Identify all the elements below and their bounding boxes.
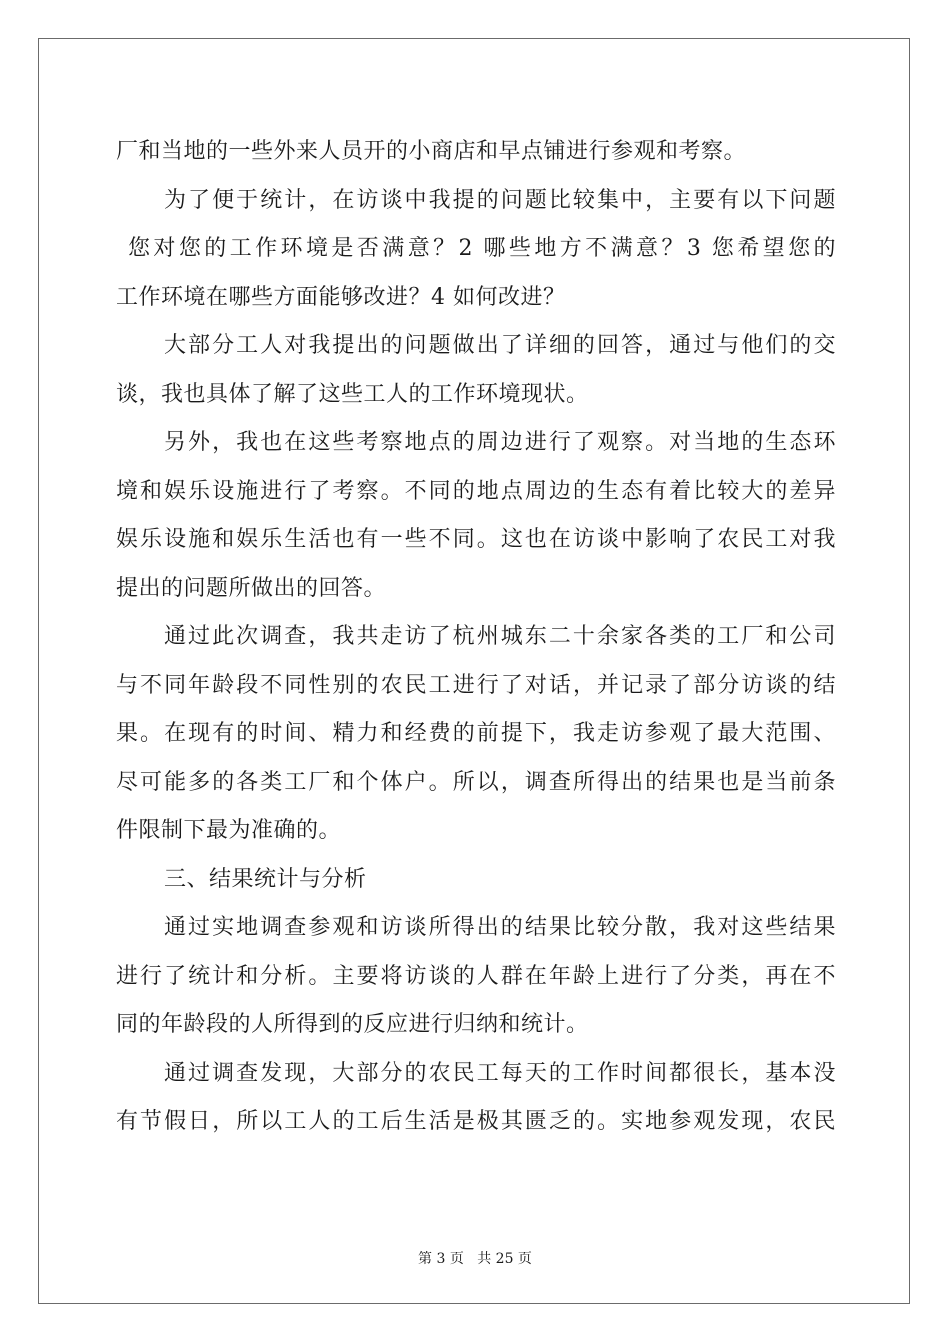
- text-line: 厂和当地的一些外来人员开的小商店和早点铺进行参观和考察。: [116, 139, 747, 164]
- page-total: 共 25 页: [477, 1251, 532, 1267]
- text-line: 娱乐设施和娱乐生活也有一些不同。这也在访谈中影响了农民工对我: [116, 527, 836, 552]
- text-line: 果。在现有的时间、精力和经费的前提下，我走访参观了最大范围、: [116, 721, 836, 746]
- document-body: [116, 128, 836, 1147]
- text-line: 大部分工人对我提出的问题做出了详细的回答，通过与他们的交: [164, 333, 836, 358]
- text-line: 尽可能多的各类工厂和个体户。所以，调查所得出的结果也是当前条: [116, 769, 836, 795]
- text-line: 工作环境在哪些方面能够改进？4 如何改进？: [116, 284, 566, 310]
- text-line: 件限制下最为准确的。: [116, 818, 342, 843]
- text-line: 通过实地调查参观和访谈所得出的结果比较分散，我对这些结果: [164, 915, 836, 940]
- text-line: 另外，我也在这些考察地点的周边进行了观察。对当地的生态环: [164, 430, 836, 455]
- text-line: 您对您的工作环境是否满意？2 哪些地方不满意？3 您希望您的: [128, 236, 836, 261]
- page-footer: [0, 1248, 950, 1268]
- text-line: 为了便于统计，在访谈中我提的问题比较集中，主要有以下问题: [164, 187, 836, 213]
- text-line: 三、结果统计与分析: [164, 866, 367, 892]
- text-line: 通过调查发现，大部分的农民工每天的工作时间都很长，基本没: [164, 1060, 836, 1086]
- text-line: 有节假日，所以工人的工后生活是极其匮乏的。实地参观发现，农民: [116, 1109, 836, 1134]
- page-number: 第 3 页: [418, 1251, 464, 1267]
- text-line: 进行了统计和分析。主要将访谈的人群在年龄上进行了分类，再在不: [116, 963, 836, 989]
- text-line: 同的年龄段的人所得到的反应进行归纳和统计。: [116, 1012, 589, 1037]
- text-line: 谈，我也具体了解了这些工人的工作环境现状。: [116, 381, 589, 407]
- text-line: 提出的问题所做出的回答。: [116, 575, 387, 601]
- text-line: 境和娱乐设施进行了考察。不同的地点周边的生态有着比较大的差异: [116, 478, 836, 504]
- text-line: 通过此次调查，我共走访了杭州城东二十余家各类的工厂和公司: [164, 624, 836, 649]
- text-line: 与不同年龄段不同性别的农民工进行了对话，并记录了部分访谈的结: [116, 672, 836, 698]
- footer-spacer: [464, 1251, 477, 1267]
